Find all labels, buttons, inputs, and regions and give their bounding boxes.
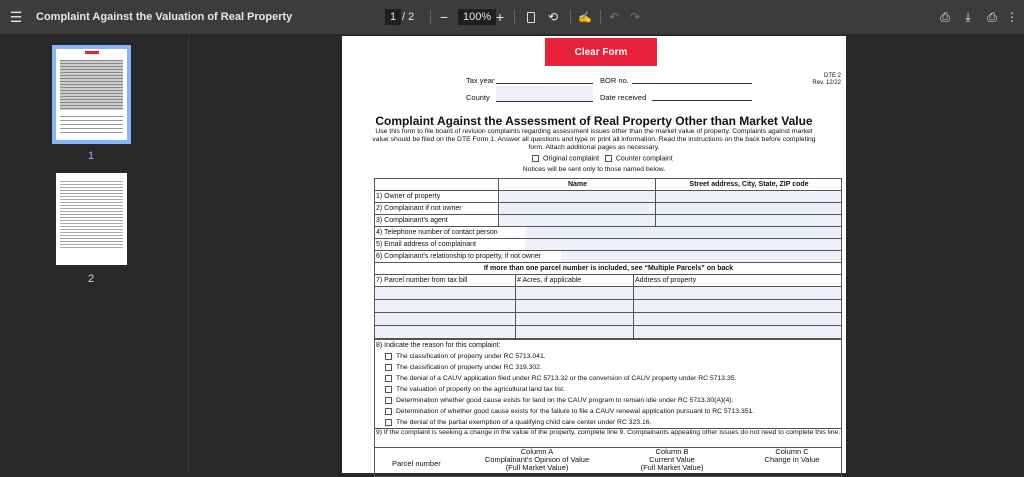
pdf-page <box>342 36 846 473</box>
zoom-in-icon[interactable]: + <box>495 9 505 25</box>
relationship-field[interactable]: 6) Complainant's relationship to property, if not owner <box>374 250 842 263</box>
reason-option <box>385 417 651 428</box>
original-complaint-checkbox[interactable] <box>532 155 539 162</box>
reason-title: 8) Indicate the reason for this complaint: <box>376 342 501 349</box>
form-id: DTE 2 <box>823 73 841 79</box>
save-with-annotations-icon[interactable]: ⎙ <box>940 9 950 24</box>
owner-label: 1) Owner of property <box>374 190 499 203</box>
agent-label: 3) Complainant's agent <box>374 214 499 227</box>
complainant-label: 2) Complainant if not owner <box>374 202 499 215</box>
reason-checkbox[interactable] <box>385 353 392 360</box>
counter-complaint-checkbox[interactable] <box>605 155 612 162</box>
property-address-field[interactable] <box>633 312 842 326</box>
original-complaint-label: Original complaint <box>543 155 600 163</box>
reason-option <box>385 384 565 395</box>
parcel-number-field[interactable] <box>374 286 516 300</box>
value-parcel-header: Parcel number <box>392 459 441 468</box>
parcel-number-field[interactable] <box>374 325 516 339</box>
form-intro: Use this form to file board of revision complaints regarding assessment issues other than the market value of property. Complaints against market value should be filed on the DTE Form 1. Answer all questions and type or print all information. Read the instructions on the back before completing form. Attach additional pages as necessary. <box>372 128 816 151</box>
page-total: / 2 <box>402 11 415 23</box>
zoom-out-icon[interactable]: − <box>439 9 449 25</box>
tax-year-label: Tax year <box>466 76 495 85</box>
property-address-field[interactable] <box>633 286 842 300</box>
acres-field[interactable] <box>515 312 634 326</box>
column-a-header: Column A Complainant's Opinion of Value (Full Market Value) <box>484 447 590 472</box>
acres-column-header: # Acres, if applicable <box>515 274 634 287</box>
parcel-number-field[interactable] <box>374 299 516 313</box>
form-title: Complaint Against the Assessment of Real Property Other than Market Value <box>375 114 813 128</box>
bor-label: BOR no. <box>600 76 629 85</box>
reason-label: The denial of the partial exemption of a qualifying child care center under RC 323.16. <box>396 419 652 426</box>
notices-text: Notices will be sent only to those named below. <box>522 166 666 173</box>
page-number-input[interactable]: 1 <box>385 9 401 25</box>
reason-option <box>385 373 736 384</box>
bor-number-field[interactable] <box>632 75 752 84</box>
zoom-level-input[interactable]: 100% <box>458 9 496 25</box>
county-field[interactable] <box>496 86 593 102</box>
document-title: Complaint Against the Valuation of Real Property <box>36 11 293 23</box>
reason-checkbox[interactable] <box>385 397 392 404</box>
reason-label: The valuation of property on the agricultural land tax list. <box>396 386 565 393</box>
acres-field[interactable] <box>515 299 634 313</box>
reason-label: The denial of a CAUV application filed under RC 5713.32 or the conversion of CAUV property under RC 5713.35. <box>396 375 737 382</box>
more-icon[interactable]: ⋮ <box>1006 10 1018 24</box>
property-address-column-header: Address of property <box>633 274 842 287</box>
reason-option <box>385 395 733 406</box>
reason-checkbox[interactable] <box>385 386 392 393</box>
page-thumbnail-label: 2 <box>87 273 95 285</box>
tax-year-field[interactable] <box>496 75 593 84</box>
reason-label: Determination whether good cause exists for land on the CAUV program to remain idle under RC 5713.30(A)(4). <box>396 397 734 404</box>
reason-label: The classification of property under RC 319.302. <box>396 364 542 371</box>
acres-field[interactable] <box>515 286 634 300</box>
form-revision: Rev. 12/22 <box>812 80 841 86</box>
page-thumbnail-label: 1 <box>87 150 95 162</box>
reason-label: The classification of property under RC 5713.041. <box>396 353 546 360</box>
reason-label: Determination of whether good cause exists for the failure to file a CAUV renewal application pursuant to RC 5713.351. <box>396 408 755 415</box>
name-column-header: Name <box>498 178 656 191</box>
reason-option <box>385 406 754 417</box>
column-b-header: Column B Current Value (Full Market Value) <box>640 447 704 472</box>
telephone-field[interactable]: 4) Telephone number of contact person <box>374 226 842 239</box>
undo-icon[interactable]: ↶ <box>608 10 620 24</box>
property-address-field[interactable] <box>633 299 842 313</box>
reason-checkbox[interactable] <box>385 408 392 415</box>
counter-complaint-label: Counter complaint <box>615 155 673 163</box>
thumbnail-sidebar <box>0 34 189 473</box>
email-field[interactable]: 5) Email address of complainant <box>374 238 842 251</box>
reason-option <box>385 362 542 373</box>
toolbar <box>0 0 1024 34</box>
print-icon[interactable]: ⎙ <box>987 9 997 24</box>
address-column-header: Street address, City, State, ZIP code <box>655 178 842 191</box>
acres-field[interactable] <box>515 325 634 339</box>
download-icon[interactable]: ⤓ <box>965 9 971 24</box>
multiple-parcels-note: If more than one parcel number is included, see “Multiple Parcels” on back <box>374 262 842 275</box>
property-address-field[interactable] <box>633 325 842 339</box>
date-received-field[interactable] <box>652 92 752 101</box>
reason-checkbox[interactable] <box>385 375 392 382</box>
page-thumbnail-1[interactable] <box>52 45 131 144</box>
reason-option <box>385 351 546 362</box>
parcel-column-header: 7) Parcel number from tax bill <box>374 274 516 287</box>
date-received-label: Date received <box>600 93 647 102</box>
redo-icon[interactable]: ↷ <box>629 10 641 24</box>
page-thumbnail-2[interactable] <box>56 173 127 265</box>
parcel-number-field[interactable] <box>374 312 516 326</box>
reason-checkbox[interactable] <box>385 364 392 371</box>
reason-checkbox[interactable] <box>385 419 392 426</box>
county-label: County <box>466 93 490 102</box>
line9-instructions: 9) If the complaint is seeking a change in the value of the property, complete line 9. Complainants appealing other issues do not need to complete this line. <box>374 428 842 448</box>
fit-page-icon[interactable] <box>525 0 537 34</box>
menu-icon[interactable]: ☰ <box>9 8 23 25</box>
column-c-header: Column C Change in Value <box>764 447 820 464</box>
annotate-icon[interactable]: ✍ <box>578 11 592 24</box>
rotate-icon[interactable]: ⟲ <box>547 10 559 24</box>
clear-form-button[interactable]: Clear Form <box>545 38 657 66</box>
